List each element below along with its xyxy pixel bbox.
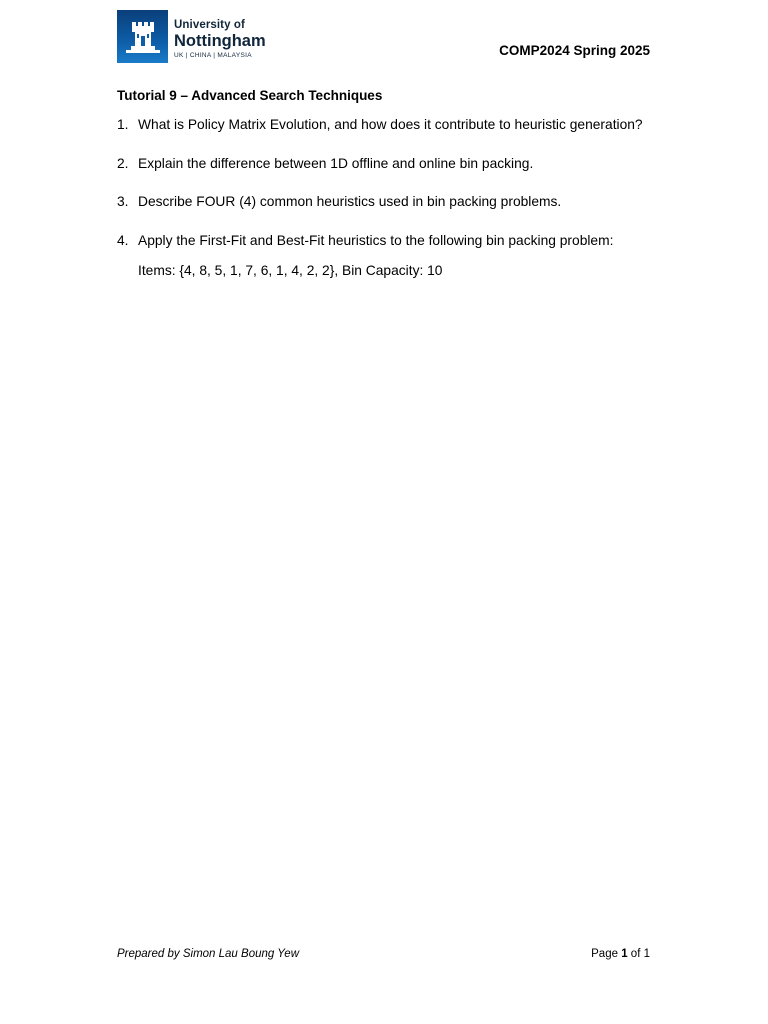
question-number: 4.	[117, 232, 129, 248]
question-text: Explain the difference between 1D offline and online bin packing.	[138, 155, 534, 171]
question-items: Items: {4, 8, 5, 1, 7, 6, 1, 4, 2, 2}, Bin Capacity: 10	[138, 262, 443, 278]
question-text: What is Policy Matrix Evolution, and how does it contribute to heuristic generation?	[138, 117, 643, 132]
course-code: COMP2024 Spring 2025	[499, 43, 650, 58]
question-3	[117, 193, 662, 211]
question-number: 1.	[117, 117, 129, 132]
footer-prepared-by: Prepared by Simon Lau Boung Yew	[117, 948, 299, 960]
page-current: 1	[621, 948, 628, 960]
logo-university-of: University of	[174, 19, 245, 31]
question-list	[117, 116, 662, 278]
question-number: 2.	[117, 155, 129, 171]
logo-nottingham: Nottingham	[174, 31, 266, 50]
question-number: 3.	[117, 194, 129, 209]
question-4	[117, 232, 662, 278]
question-2	[117, 155, 662, 173]
crest-icon	[117, 10, 168, 63]
university-logo	[117, 10, 266, 64]
page-suffix: of 1	[627, 948, 650, 960]
question-text: Apply the First-Fit and Best-Fit heuristics to the following bin packing problem:	[138, 232, 614, 248]
tutorial-title: Tutorial 9 – Advanced Search Techniques	[117, 88, 383, 103]
logo-campuses: UK | CHINA | MALAYSIA	[174, 52, 252, 59]
page-prefix: Page	[591, 948, 622, 960]
question-text: Describe FOUR (4) common heuristics used in bin packing problems.	[138, 194, 562, 209]
question-1	[117, 116, 662, 134]
footer-page-number	[591, 948, 650, 960]
